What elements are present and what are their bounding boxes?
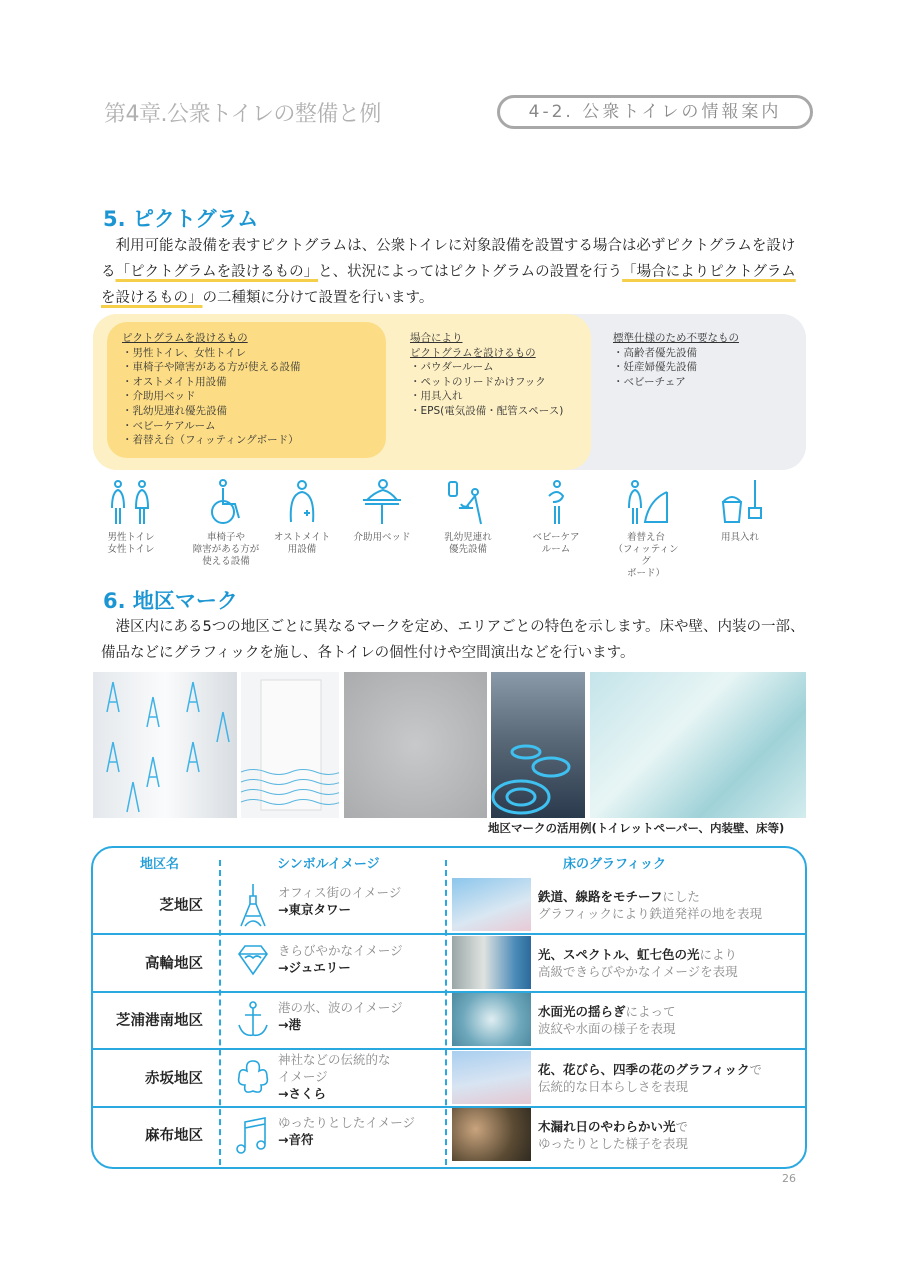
list-item: ・EPS(電気設備・配管スペース) <box>410 404 564 417</box>
list-item: ・ベビーチェア <box>613 375 686 388</box>
care-bed-icon <box>359 478 405 526</box>
header-floor: 床のグラフィック <box>563 857 666 872</box>
pictogram-item <box>191 478 261 568</box>
section-5-title: 5. ピクトグラム <box>103 207 259 231</box>
pictogram-item <box>521 478 591 556</box>
photo-caption: 地区マークの活用例(トイレットペーパー、内装壁、床等) <box>488 821 785 835</box>
floor-text: ゆったりとした様子を表現 <box>538 1136 688 1151</box>
list-optional <box>410 331 563 419</box>
list-item: ・乳幼児連れ優先設備 <box>122 404 227 417</box>
list-item: ・ペットのリードかけフック <box>410 375 546 388</box>
table-row <box>93 991 805 1048</box>
floor-text: で <box>675 1119 689 1134</box>
music-note-icon <box>233 1112 273 1158</box>
district-name: 麻布地区 <box>145 1128 203 1144</box>
pictogram-label: オストメイト 用設備 <box>273 532 331 555</box>
baby-care-icon <box>533 478 579 526</box>
list-item: ・着替え台（フィッティングボード） <box>122 434 299 447</box>
floor-keyword: 鉄道、線路をモチーフ <box>538 889 663 904</box>
pictogram-label: 車椅子や 障害がある方が 使える設備 <box>192 532 260 567</box>
floor-graphic-image <box>452 993 531 1046</box>
wave-pattern-icon <box>241 672 339 818</box>
page-number: 26 <box>782 1172 796 1185</box>
district-name: 高輪地区 <box>145 956 203 972</box>
chapter-title: 第4章.公衆トイレの整備と例 <box>104 102 381 127</box>
floor-keyword: 木漏れ日のやわらかい光 <box>538 1119 676 1134</box>
floor-text: グラフィックにより鉄道発祥の地を表現 <box>538 906 763 921</box>
list-item: ・妊産婦優先設備 <box>613 361 697 374</box>
pictogram-label: 男性トイレ 女性トイレ <box>107 532 155 555</box>
district-name: 芝浦港南地区 <box>116 1013 203 1029</box>
floor-keyword: 水面光の揺らぎ <box>538 1004 626 1019</box>
floor-text: 伝統的な日本らしさを表現 <box>538 1079 689 1094</box>
floor-graphic-image <box>452 1108 531 1161</box>
district-name: 芝地区 <box>159 898 203 914</box>
list-item: ・車椅子や障害がある方が使える設備 <box>122 361 301 374</box>
pictogram-item <box>611 478 681 580</box>
photo-floor-tower <box>344 672 487 818</box>
wheelchair-icon <box>203 478 249 526</box>
table-row <box>93 934 805 991</box>
infant-priority-icon <box>445 478 491 526</box>
floor-description <box>538 888 762 922</box>
pictogram-label: 用具入れ <box>720 532 759 543</box>
photo-interior-wall <box>241 672 339 818</box>
list-title: 標準仕様のため不要なもの <box>613 332 739 344</box>
photo-toilet-paper <box>93 672 237 818</box>
table-row <box>93 876 805 933</box>
tower-pattern-icon <box>93 672 237 818</box>
list-item: ・用具入れ <box>410 390 463 403</box>
pictogram-item <box>96 478 166 556</box>
floor-graphic-image <box>452 1051 531 1104</box>
list-item: ・オストメイト用設備 <box>122 375 227 388</box>
para-text: 利用可能な設備を表すピクトグラムは、公衆トイレに対象設備を設置する場合は必ずピクトグラムを設ける <box>101 238 796 280</box>
pictogram-label: 乳幼児連れ 優先設備 <box>444 532 492 555</box>
floor-text: によって <box>625 1004 676 1019</box>
para-text: の二種類に分けて設置を行います。 <box>202 290 434 306</box>
floor-keyword: 光、スペクトル、虹七色の光 <box>538 947 700 962</box>
pictogram-item <box>267 478 337 556</box>
para-text: と、状況によってはピクトグラムの設置を行う <box>318 264 623 280</box>
table-row <box>93 1106 805 1163</box>
symbol-description: 神社などの伝統的な イメージ <box>278 1052 391 1084</box>
floor-description <box>538 946 738 980</box>
district-name: 赤坂地区 <box>145 1071 203 1087</box>
header-symbol: シンボルイメージ <box>277 857 380 872</box>
floor-text: にした <box>662 889 700 904</box>
list-item: ・男性トイレ、女性トイレ <box>122 346 247 359</box>
symbol-name: →さくら <box>278 1086 326 1101</box>
list-item: ・高齢者優先設備 <box>613 346 697 359</box>
pictogram-item <box>705 478 775 544</box>
symbol-text <box>278 999 403 1033</box>
floor-keyword: 花、花びら、四季の花のグラフィック <box>538 1062 750 1077</box>
symbol-name: →港 <box>278 1017 301 1032</box>
floor-text: で <box>749 1062 763 1077</box>
fitting-board-icon <box>623 478 669 526</box>
toilet-men-women-icon <box>108 478 154 526</box>
symbol-name: →ジュエリー <box>278 960 351 975</box>
floor-description <box>538 1003 676 1037</box>
symbol-description: 港の水、波のイメージ <box>278 1000 403 1015</box>
list-title: ピクトグラムを設けるもの <box>122 332 248 344</box>
symbol-text <box>278 884 401 918</box>
floor-text: 波紋や水面の様子を表現 <box>538 1021 676 1036</box>
symbol-text <box>278 942 403 976</box>
list-item: ・介助用ベッド <box>122 390 196 403</box>
symbol-description: ゆったりとしたイメージ <box>278 1115 416 1130</box>
list-title: 場合により ピクトグラムを設けるもの <box>410 332 536 359</box>
section-5-paragraph <box>101 233 807 311</box>
list-required <box>122 331 301 448</box>
floor-text: 高級できらびやかなイメージを表現 <box>538 964 738 979</box>
highlight-1: 「ピクトグラムを設けるもの」 <box>115 264 319 280</box>
section-6-title: 6. 地区マーク <box>103 589 238 613</box>
anchor-icon <box>233 997 273 1043</box>
ripple-pattern-icon <box>491 672 585 818</box>
pictogram-label: 介助用ベッド <box>353 532 411 543</box>
ostomate-icon <box>279 478 325 526</box>
list-unneeded <box>613 331 739 389</box>
symbol-name: →東京タワー <box>278 902 351 917</box>
section-6-paragraph: 港区内にある5つの地区ごとに異なるマークを定め、エリアごとの特色を示します。床や壁、内装の一部、備品などにグラフィックを施し、各トイレの個性付けや空間演出などを行います。 <box>101 619 805 661</box>
header-district: 地区名 <box>140 857 180 872</box>
pictogram-item <box>347 478 417 544</box>
section-badge: 4-2. 公衆トイレの情報案内 <box>497 95 813 129</box>
symbol-name: →音符 <box>278 1132 314 1147</box>
floor-graphic-image <box>452 878 531 931</box>
symbol-description: きらびやかなイメージ <box>278 943 403 958</box>
floor-description <box>538 1118 688 1152</box>
sakura-icon <box>233 1055 273 1101</box>
symbol-text <box>278 1051 391 1102</box>
cleaning-tools-icon <box>717 478 763 526</box>
tokyo-tower-icon <box>233 882 273 928</box>
jewel-icon <box>233 940 273 986</box>
floor-graphic-image <box>452 936 531 989</box>
floor-text: により <box>699 947 738 962</box>
symbol-text <box>278 1114 415 1148</box>
photo-floor-ripples <box>491 672 585 818</box>
list-item: ・パウダールーム <box>410 361 494 374</box>
pictogram-label: ベビーケア ルーム <box>532 532 580 555</box>
symbol-description: オフィス街のイメージ <box>278 885 402 900</box>
table-row <box>93 1049 805 1106</box>
photo-glass-water <box>590 672 806 818</box>
floor-description <box>538 1061 762 1095</box>
list-item: ・ベビーケアルーム <box>122 419 216 432</box>
pictogram-label: 着替え台 （フィッティング ボード） <box>613 532 679 579</box>
pictogram-item <box>433 478 503 556</box>
highlight-2: 「場合によりピクトグラムを設けるもの」 <box>101 264 796 306</box>
